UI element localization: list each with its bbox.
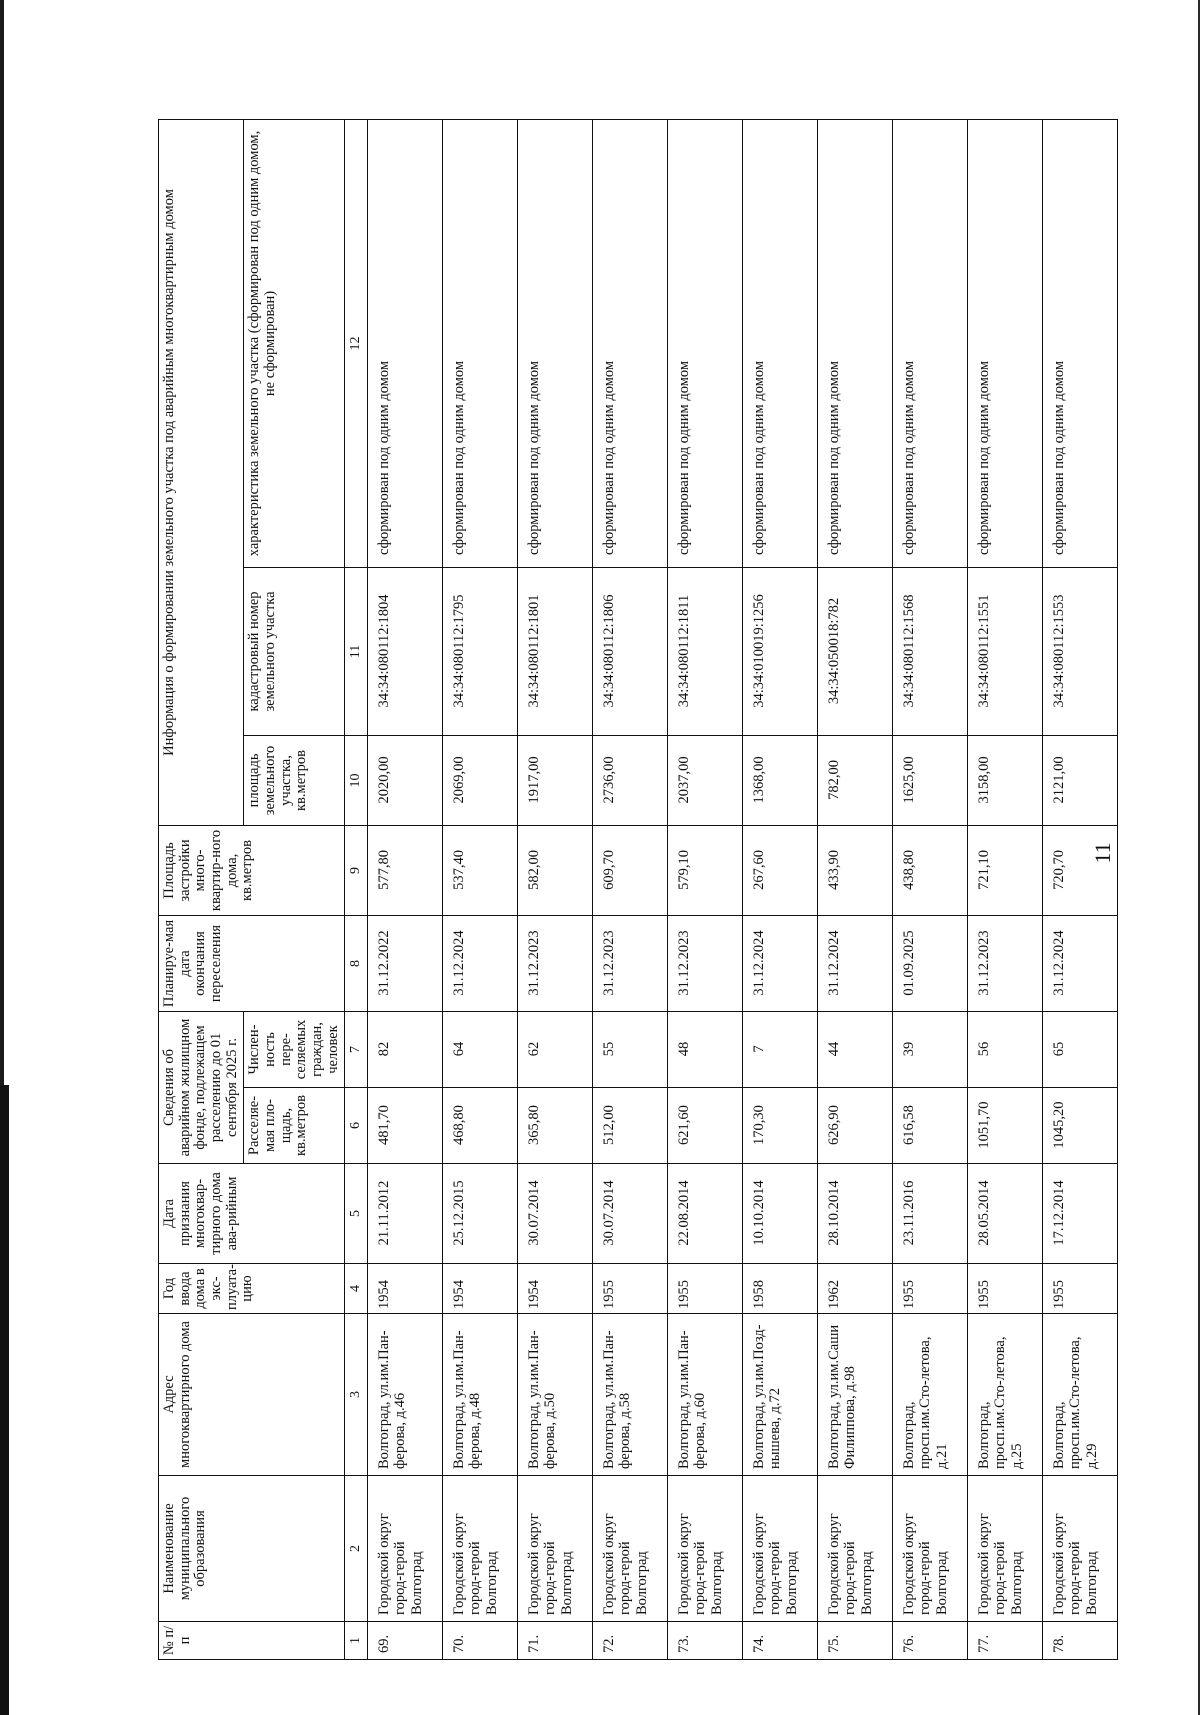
land-area: 2736,00 bbox=[593, 735, 668, 825]
recognized-date: 21.11.2012 bbox=[368, 1164, 443, 1264]
page-number: 11 bbox=[1090, 842, 1115, 864]
row-number: 71. bbox=[518, 1622, 593, 1660]
land-area: 1917,00 bbox=[518, 735, 593, 825]
cadastral-number: 34:34:080112:1568 bbox=[893, 567, 968, 735]
resettled-people: 65 bbox=[1043, 1011, 1118, 1087]
land-area: 2020,00 bbox=[368, 735, 443, 825]
land-area: 3158,00 bbox=[968, 735, 1043, 825]
header-people: Числен-ность пере-селяемых граждан, человек bbox=[244, 1011, 345, 1087]
cadastral-number: 34:34:080112:1551 bbox=[968, 567, 1043, 735]
land-status: сформирован под одним домом bbox=[368, 119, 443, 567]
commission-year: 1955 bbox=[893, 1264, 968, 1314]
end-date: 01.09.2025 bbox=[893, 915, 968, 1011]
commission-year: 1955 bbox=[968, 1264, 1043, 1314]
address: Волгоград, ул.им.Саши Филиппова, д.98 bbox=[818, 1314, 893, 1476]
column-number: 1 bbox=[345, 1622, 368, 1660]
municipality: Городской округ город-герой Волгоград bbox=[518, 1476, 593, 1622]
recognized-date: 10.10.2014 bbox=[743, 1164, 818, 1264]
resettled-area: 512,00 bbox=[593, 1088, 668, 1164]
header-land-status: характеристика земельного участка (сформирован под одним домом, не сформирован) bbox=[244, 119, 345, 567]
table-row bbox=[818, 119, 893, 1659]
built-area: 721,10 bbox=[968, 825, 1043, 915]
commission-year: 1955 bbox=[1043, 1264, 1118, 1314]
row-number: 72. bbox=[593, 1622, 668, 1660]
header-area: Расселяе-мая пло-щадь, кв.метров bbox=[244, 1088, 345, 1164]
built-area: 537,40 bbox=[443, 825, 518, 915]
table-row bbox=[968, 119, 1043, 1659]
recognized-date: 30.07.2014 bbox=[518, 1164, 593, 1264]
table-row bbox=[593, 119, 668, 1659]
header-land-area: площадь земельного участка, кв.метров bbox=[244, 735, 345, 825]
table-row bbox=[443, 119, 518, 1659]
end-date: 31.12.2023 bbox=[668, 915, 743, 1011]
land-status: сформирован под одним домом bbox=[668, 119, 743, 567]
recognized-date: 17.12.2014 bbox=[1043, 1164, 1118, 1264]
resettled-area: 1051,70 bbox=[968, 1088, 1043, 1164]
table-row bbox=[668, 119, 743, 1659]
land-area: 1625,00 bbox=[893, 735, 968, 825]
table-body bbox=[368, 119, 1118, 1659]
column-numbers-row bbox=[345, 119, 368, 1659]
land-area: 2121,00 bbox=[1043, 735, 1118, 825]
resettled-people: 44 bbox=[818, 1011, 893, 1087]
table-row bbox=[368, 119, 443, 1659]
header-emergency-fund: Сведения об аварийном жилищном фонде, подлежащем расселению до 01 сентября 2025 г. bbox=[159, 1011, 244, 1163]
resettled-area: 468,80 bbox=[443, 1088, 518, 1164]
recognized-date: 22.08.2014 bbox=[668, 1164, 743, 1264]
land-area: 1368,00 bbox=[743, 735, 818, 825]
table-row bbox=[743, 119, 818, 1659]
built-area: 582,00 bbox=[518, 825, 593, 915]
municipality: Городской округ город-герой Волгоград bbox=[1043, 1476, 1118, 1622]
table-header bbox=[159, 119, 368, 1659]
column-number: 9 bbox=[345, 825, 368, 915]
resettled-area: 616,58 bbox=[893, 1088, 968, 1164]
end-date: 31.12.2023 bbox=[593, 915, 668, 1011]
resettled-people: 62 bbox=[518, 1011, 593, 1087]
header-year: Год ввода дома в экс-плуата-цию bbox=[159, 1264, 345, 1314]
header-recognized-date: Дата признания многоквар-тирного дома ава-рийным bbox=[159, 1164, 345, 1264]
column-number: 5 bbox=[345, 1164, 368, 1264]
column-number: 3 bbox=[345, 1314, 368, 1476]
land-status: сформирован под одним домом bbox=[518, 119, 593, 567]
resettled-area: 365,80 bbox=[518, 1088, 593, 1164]
commission-year: 1954 bbox=[368, 1264, 443, 1314]
recognized-date: 28.05.2014 bbox=[968, 1164, 1043, 1264]
row-number: 76. bbox=[893, 1622, 968, 1660]
header-cadastral: кадастровый номер земельного участка bbox=[244, 567, 345, 735]
commission-year: 1955 bbox=[593, 1264, 668, 1314]
cadastral-number: 34:34:010019:1256 bbox=[743, 567, 818, 735]
land-area: 2037,00 bbox=[668, 735, 743, 825]
end-date: 31.12.2023 bbox=[518, 915, 593, 1011]
resettled-people: 48 bbox=[668, 1011, 743, 1087]
land-status: сформирован под одним домом bbox=[593, 119, 668, 567]
table-row bbox=[1043, 119, 1118, 1659]
municipality: Городской округ город-герой Волгоград bbox=[443, 1476, 518, 1622]
municipality: Городской округ город-герой Волгоград bbox=[368, 1476, 443, 1622]
resettled-area: 621,60 bbox=[668, 1088, 743, 1164]
cadastral-number: 34:34:080112:1553 bbox=[1043, 567, 1118, 735]
municipality: Городской округ город-герой Волгоград bbox=[893, 1476, 968, 1622]
recognized-date: 23.11.2016 bbox=[893, 1164, 968, 1264]
header-built-area: Площадь застройки много-квартир-ного дома, кв.метров bbox=[159, 825, 345, 915]
end-date: 31.12.2024 bbox=[743, 915, 818, 1011]
municipality: Городской округ город-герой Волгоград bbox=[593, 1476, 668, 1622]
column-number: 11 bbox=[345, 567, 368, 735]
land-status: сформирован под одним домом bbox=[893, 119, 968, 567]
resettled-people: 82 bbox=[368, 1011, 443, 1087]
land-area: 2069,00 bbox=[443, 735, 518, 825]
address: Волгоград, просп.им.Сто-летова, д.21 bbox=[893, 1314, 968, 1476]
resettlement-table bbox=[158, 119, 1118, 1660]
resettled-people: 39 bbox=[893, 1011, 968, 1087]
land-status: сформирован под одним домом bbox=[1043, 119, 1118, 567]
resettled-area: 170,30 bbox=[743, 1088, 818, 1164]
commission-year: 1962 bbox=[818, 1264, 893, 1314]
resettled-area: 626,90 bbox=[818, 1088, 893, 1164]
row-number: 73. bbox=[668, 1622, 743, 1660]
address: Волгоград, просп.им.Сто-летова, д.25 bbox=[968, 1314, 1043, 1476]
row-number: 78. bbox=[1043, 1622, 1118, 1660]
table-row bbox=[518, 119, 593, 1659]
municipality: Городской округ город-герой Волгоград bbox=[968, 1476, 1043, 1622]
resettled-people: 55 bbox=[593, 1011, 668, 1087]
header-num: № п/п bbox=[159, 1622, 345, 1660]
built-area: 609,70 bbox=[593, 825, 668, 915]
column-number: 4 bbox=[345, 1264, 368, 1314]
cadastral-number: 34:34:080112:1795 bbox=[443, 567, 518, 735]
end-date: 31.12.2023 bbox=[968, 915, 1043, 1011]
end-date: 31.12.2024 bbox=[818, 915, 893, 1011]
address: Волгоград, ул.им.Позд-нышева, д.72 bbox=[743, 1314, 818, 1476]
built-area: 577,80 bbox=[368, 825, 443, 915]
built-area: 433,90 bbox=[818, 825, 893, 915]
column-number: 12 bbox=[345, 119, 368, 567]
cadastral-number: 34:34:050018:782 bbox=[818, 567, 893, 735]
column-number: 8 bbox=[345, 915, 368, 1011]
commission-year: 1958 bbox=[743, 1264, 818, 1314]
built-area: 438,80 bbox=[893, 825, 968, 915]
row-number: 69. bbox=[368, 1622, 443, 1660]
header-municipality: Наименование муниципального образования bbox=[159, 1476, 345, 1622]
address: Волгоград, ул.им.Пан-ферова, д.46 bbox=[368, 1314, 443, 1476]
recognized-date: 30.07.2014 bbox=[593, 1164, 668, 1264]
column-number: 10 bbox=[345, 735, 368, 825]
cadastral-number: 34:34:080112:1811 bbox=[668, 567, 743, 735]
built-area: 579,10 bbox=[668, 825, 743, 915]
header-land-info: Информация о формировании земельного участка под аварийным многоквартирным домом bbox=[159, 119, 244, 825]
end-date: 31.12.2024 bbox=[1043, 915, 1118, 1011]
cadastral-number: 34:34:080112:1804 bbox=[368, 567, 443, 735]
row-number: 74. bbox=[743, 1622, 818, 1660]
address: Волгоград, ул.им.Пан-ферова, д.48 bbox=[443, 1314, 518, 1476]
table-row bbox=[893, 119, 968, 1659]
row-number: 77. bbox=[968, 1622, 1043, 1660]
row-number: 70. bbox=[443, 1622, 518, 1660]
address: Волгоград, ул.им.Пан-ферова, д.60 bbox=[668, 1314, 743, 1476]
resettled-area: 1045,20 bbox=[1043, 1088, 1118, 1164]
column-number: 7 bbox=[345, 1011, 368, 1087]
land-status: сформирован под одним домом bbox=[968, 119, 1043, 567]
built-area: 720,70 bbox=[1043, 825, 1118, 915]
address: Волгоград, ул.им.Пан-ферова, д.50 bbox=[518, 1314, 593, 1476]
header-address: Адрес многоквартирного дома bbox=[159, 1314, 345, 1476]
row-number: 75. bbox=[818, 1622, 893, 1660]
municipality: Городской округ город-герой Волгоград bbox=[818, 1476, 893, 1622]
municipality: Городской округ город-герой Волгоград bbox=[668, 1476, 743, 1622]
address: Волгоград, ул.им.Пан-ферова, д.58 bbox=[593, 1314, 668, 1476]
commission-year: 1954 bbox=[518, 1264, 593, 1314]
land-status: сформирован под одним домом bbox=[443, 119, 518, 567]
column-number: 2 bbox=[345, 1476, 368, 1622]
built-area: 267,60 bbox=[743, 825, 818, 915]
cadastral-number: 34:34:080112:1801 bbox=[518, 567, 593, 735]
header-end-date: Планируе-мая дата окончания переселения bbox=[159, 915, 345, 1011]
commission-year: 1954 bbox=[443, 1264, 518, 1314]
end-date: 31.12.2024 bbox=[443, 915, 518, 1011]
resettled-people: 56 bbox=[968, 1011, 1043, 1087]
municipality: Городской округ город-герой Волгоград bbox=[743, 1476, 818, 1622]
recognized-date: 28.10.2014 bbox=[818, 1164, 893, 1264]
column-number: 6 bbox=[345, 1088, 368, 1164]
resettled-area: 481,70 bbox=[368, 1088, 443, 1164]
address: Волгоград, просп.им.Сто-летова, д.29 bbox=[1043, 1314, 1118, 1476]
commission-year: 1955 bbox=[668, 1264, 743, 1314]
resettled-people: 64 bbox=[443, 1011, 518, 1087]
recognized-date: 25.12.2015 bbox=[443, 1164, 518, 1264]
land-status: сформирован под одним домом bbox=[743, 119, 818, 567]
end-date: 31.12.2022 bbox=[368, 915, 443, 1011]
land-area: 782,00 bbox=[818, 735, 893, 825]
resettled-people: 7 bbox=[743, 1011, 818, 1087]
land-status: сформирован под одним домом bbox=[818, 119, 893, 567]
cadastral-number: 34:34:080112:1806 bbox=[593, 567, 668, 735]
